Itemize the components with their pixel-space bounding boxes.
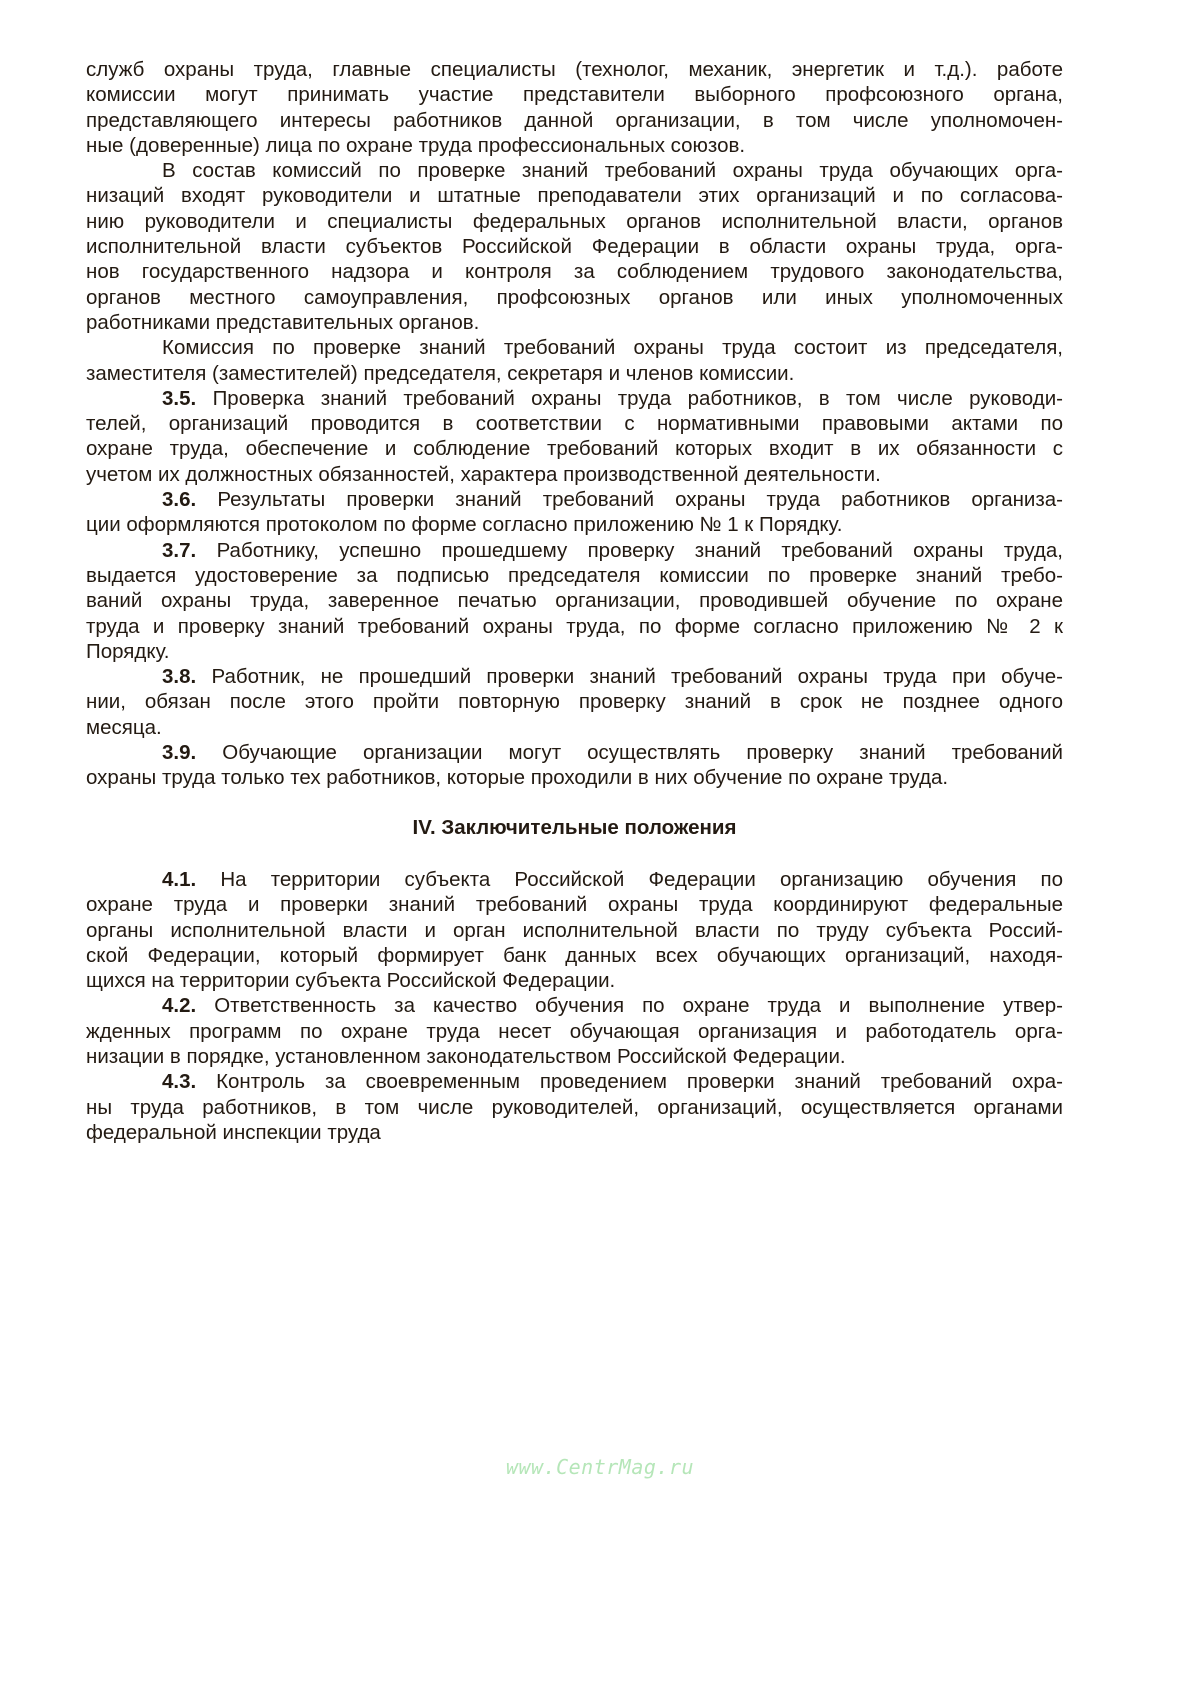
text-line [86, 892, 1063, 917]
text-line [86, 639, 1063, 664]
line-text: жденных программ по охране труда несет обучающая организация и работодатель орга- [86, 1019, 1063, 1043]
line-text: выдается удостоверение за подписью председателя комиссии по проверке знаний требо- [86, 563, 1063, 587]
text-line [86, 436, 1063, 461]
line-text: Комиссия по проверке знаний требований охраны труда состоит из председателя, [162, 336, 1063, 360]
text-line [86, 867, 1063, 892]
line-text: Работнику, успешно прошедшему проверку знаний требований охраны труда, [216, 538, 1063, 562]
text-line [86, 386, 1063, 411]
line-text: низаций входят руководители и штатные преподаватели этих организаций и по согласова- [86, 184, 1063, 208]
line-text: низации в порядке, установленном законодательством Российской Федерации. [86, 1044, 846, 1068]
line-text: охраны труда только тех работников, которые проходили в них обучение по охране труда. [86, 766, 949, 790]
line-text: нии, обязан после этого пройти повторную проверку знаний в срок не позднее одного [86, 690, 1063, 714]
text-line [86, 715, 1063, 740]
line-text: работниками представительных органов. [86, 310, 480, 334]
paragraph [86, 57, 1063, 158]
line-text: ской Федерации, который формирует банк данных всех обучающих организаций, находя- [86, 943, 1063, 967]
text-line [86, 411, 1063, 436]
clause-3-8 [86, 664, 1063, 740]
line-text: В состав комиссий по проверке знаний требований охраны труда обучающих орга- [162, 159, 1063, 183]
text-line [86, 183, 1063, 208]
line-text: комиссии могут принимать участие представители выборного профсоюзного органа, [86, 83, 1063, 107]
line-text: Проверка знаний требований охраны труда работников, в том числе руководи- [212, 386, 1063, 410]
clause-number: 4.2. [162, 994, 197, 1018]
text-line [86, 285, 1063, 310]
line-text: месяца. [86, 715, 162, 739]
clause-number: 3.7. [162, 538, 197, 562]
text-line [86, 664, 1063, 689]
line-text: Работник, не прошедший проверки знаний требований охраны труда при обуче- [211, 665, 1063, 689]
line-text: Контроль за своевременным проведением проверки знаний требований охра- [216, 1070, 1063, 1094]
clause-number: 3.9. [162, 741, 197, 765]
text-line [86, 82, 1063, 107]
line-text: заместителя (заместителей) председателя, секретаря и членов комиссии. [86, 361, 795, 385]
clause-3-9 [86, 740, 1063, 791]
line-text: Результаты проверки знаний требований охраны труда работников организа- [217, 488, 1064, 512]
text-line [86, 918, 1063, 943]
text-line [86, 689, 1063, 714]
document-page [86, 57, 1063, 1145]
text-line [86, 209, 1063, 234]
text-line [86, 943, 1063, 968]
line-text: Порядку. [86, 639, 170, 663]
line-text: труда и проверку знаний требований охраны труда, по форме согласно приложению № 2 к [86, 614, 1063, 638]
text-line [86, 1120, 1063, 1145]
text-line [86, 1044, 1063, 1069]
line-text: федеральной инспекции труда [86, 1120, 381, 1144]
text-line [86, 234, 1063, 259]
clause-number: 4.3. [162, 1070, 197, 1094]
line-text: ваний охраны труда, заверенное печатью организации, проводившей обучение по охране [86, 589, 1063, 613]
text-line [86, 1019, 1063, 1044]
text-line [86, 740, 1063, 765]
line-text: Обучающие организации могут осуществлять проверку знаний требований [222, 741, 1063, 765]
text-line [86, 512, 1063, 537]
text-line [86, 310, 1063, 335]
line-text: нов государственного надзора и контроля за соблюдением трудового законодательства, [86, 260, 1063, 284]
line-text: органов местного самоуправления, профсоюзных органов или иных уполномоченных [86, 285, 1063, 309]
text-line [86, 259, 1063, 284]
line-text: нию руководители и специалисты федеральных органов исполнительной власти, органов [86, 209, 1063, 233]
clause-number: 3.5. [162, 386, 197, 410]
clause-number: 3.6. [162, 488, 197, 512]
section-iv-body [86, 867, 1063, 1145]
line-text: ные (доверенные) лица по охране труда профессиональных союзов. [86, 133, 746, 157]
line-text: служб охраны труда, главные специалисты (технолог, механик, энергетик и т.д.). работе [86, 58, 1063, 81]
text-line [86, 563, 1063, 588]
line-text: исполнительной власти субъектов Российской Федерации в области охраны труда, орга- [86, 235, 1063, 259]
text-line [86, 993, 1063, 1018]
line-text: Ответственность за качество обучения по охране труда и выполнение утвер- [214, 994, 1063, 1018]
clause-number: 4.1. [162, 867, 197, 891]
text-line [86, 133, 1063, 158]
line-text: охране труда и проверки знаний требований охраны труда координируют федеральные [86, 893, 1063, 917]
text-line [86, 1069, 1063, 1094]
line-text: охране труда, обеспечение и соблюдение требований которых входит в их обязанности с [86, 437, 1063, 461]
line-text: На территории субъекта Российской Федерации организацию обучения по [220, 867, 1063, 891]
text-line [86, 588, 1063, 613]
clause-4-2 [86, 993, 1063, 1069]
text-line [86, 968, 1063, 993]
line-text: представляющего интересы работников данной организации, в том числе уполномочен- [86, 108, 1063, 132]
text-line [86, 361, 1063, 386]
line-text: ции оформляются протоколом по форме согласно приложению № 1 к Порядку. [86, 513, 843, 537]
section-heading: IV. Заключительные положения [412, 815, 737, 839]
paragraph [86, 335, 1063, 386]
paragraph [86, 158, 1063, 335]
line-text: щихся на территории субъекта Российской Федерации. [86, 969, 616, 993]
text-line [86, 158, 1063, 183]
clause-3-6 [86, 487, 1063, 538]
clause-3-5 [86, 386, 1063, 487]
section-iii-body [86, 57, 1063, 791]
clause-number: 3.8. [162, 665, 197, 689]
line-text: учетом их должностных обязанностей, характера производственной деятельности. [86, 462, 881, 486]
text-line [86, 462, 1063, 487]
text-line [86, 1095, 1063, 1120]
text-line [86, 57, 1063, 82]
text-line [86, 335, 1063, 360]
clause-4-3 [86, 1069, 1063, 1145]
text-line [86, 538, 1063, 563]
watermark: www.CentrMag.ru [505, 1455, 695, 1479]
line-text: ны труда работников, в том числе руководителей, организаций, осуществляется органами [86, 1095, 1063, 1119]
line-text: телей, организаций проводится в соответствии с нормативными правовыми актами по [86, 412, 1063, 436]
clause-3-7 [86, 538, 1063, 664]
text-line [86, 614, 1063, 639]
text-line [86, 487, 1063, 512]
text-line [86, 108, 1063, 133]
clause-4-1 [86, 867, 1063, 993]
text-line [86, 765, 1063, 790]
line-text: органы исполнительной власти и орган исполнительной власти по труду субъекта Россий- [86, 918, 1063, 942]
